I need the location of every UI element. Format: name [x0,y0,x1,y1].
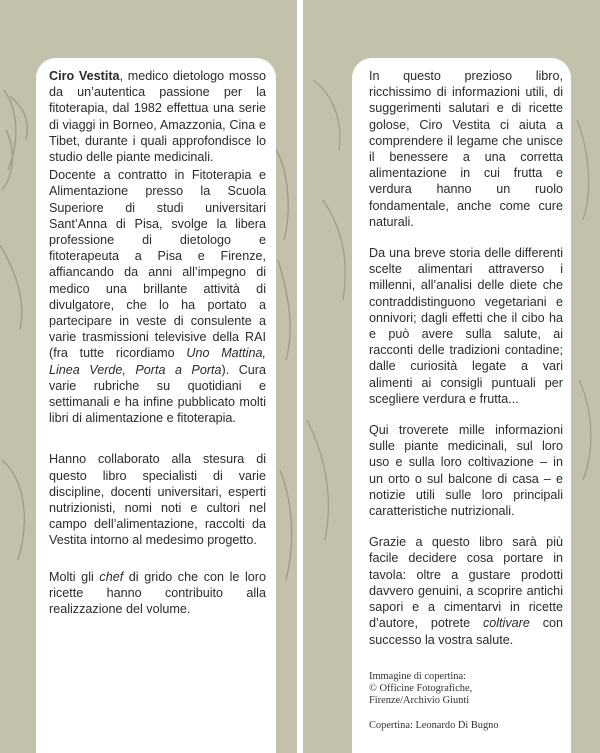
description-paragraph-4 [369,534,563,647]
chef-word: chef [99,569,124,584]
description-paragraph-3: Qui troverete mille informazioni sulle piante medicinali, sul loro uso e sulla loro coltivazione – in un orto o sul balcone di casa – e notizie utili sulle loro principali caratteristiche nutrizionali. [369,423,563,519]
career-text: Docente a contratto in Fitoterapia e Alimentazione presso la Scuola Superiore di studi universitari Sant’Anna di Pisa, svolge la libera professione di dietologo e fitoterapeuta a Pisa e Firenze, affiancando da anni all’impegno di medico una brillante attività di divulgatore, che lo ha portato a partecipare in veste di consulente a varie trasmissioni televisive della RAI (fra tutte ricordiamo [49,168,266,361]
coltivare-word: coltivare [482,616,530,631]
chefs-text: Molti gli [49,569,100,584]
p4-text: Grazie a questo libro sarà più facile decidere cosa portare in tavola: oltre a gustare prodotti davvero genuini, a scoprire antichi sapori e a cimentarvi in ricette d’autore, potrete [369,535,563,631]
collaborators-paragraph: Hanno collaborato alla stesura di questo libro specialisti di varie discipline, docenti universitari, esperti nutrizionisti, nomi noti e cultori nel campo dell’alimentazione, raccolti da Vestita intorno al medesimo progetto. [49,452,266,548]
author-name: Ciro Vestita [49,69,120,83]
chefs-text-end: di grido che con le loro ricette hanno contribuito alla realizzazione del volume. [49,569,267,617]
image-credits [369,671,563,732]
description-paragraph-2: Da una breve storia delle differenti scelte alimentari attraverso i millenni, all’analisi delle diete che contraddistinguono vegetariani e onnivori; dagli effetti che il cibo ha e può avere sulla salute, ai racconti delle tradizioni contadine; dalle curiosità legate a vari alimenti ai consigli puntuali per scegliere verdura e frutta... [369,246,563,406]
author-career-paragraph [49,167,266,426]
career-text-end: ). Cura varie rubriche su quotidiani e settimanali e ha infine pubblicato molti libri di alimentazione e fitoterapia. [49,362,266,426]
tv-shows: Uno Mattina, Linea Verde, Porta a Porta [49,346,266,377]
author-intro-text: , medico dietologo mosso da un’autentica passione per la fitoterapia, dal 1982 effettua una serie di viaggi in Borneo, Amazzonia, Cina e Tibet, durante i quali approfondisce lo studio delle piante medicinali. [49,69,266,165]
chefs-paragraph [49,569,266,618]
description-paragraph-1: In questo prezioso libro, ricchissimo di informazioni utili, di suggerimenti salutari e di ricette golose, Ciro Vestita ci aiuta a comprendere il legame che unisce il benessere a una corretta alimentazione in cui frutta e verdura hanno un ruolo fondamentale, anche come cure naturali. [369,69,563,229]
credit-line-1: Immagine di copertina: [369,670,466,682]
author-bio-panel [36,58,276,753]
author-intro-paragraph [49,68,266,165]
cover-designer-credit: Copertina: Leonardo Di Bugno [369,719,499,731]
book-description-panel [352,58,571,753]
credit-line-3: Firenze/Archivio Giunti [369,694,470,706]
p4-text-end: con successo la vostra salute. [369,616,564,647]
credit-line-2: © Officine Fotografiche, [369,682,473,694]
